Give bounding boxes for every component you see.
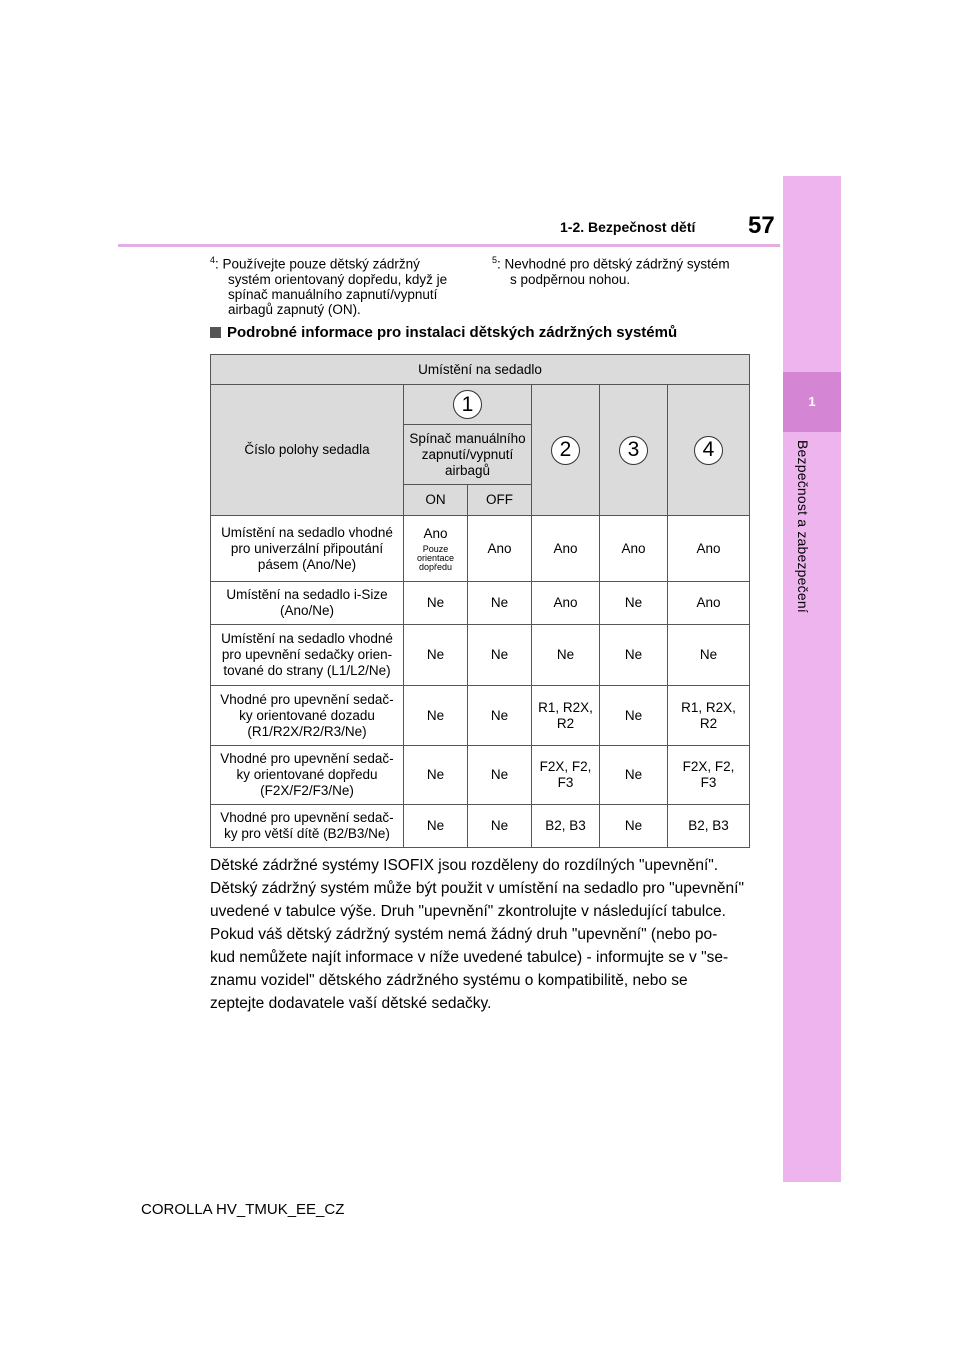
- footnote-4-line: airbagů zapnutý (ON).: [228, 301, 361, 317]
- side-tab: [783, 176, 841, 1182]
- table-cell: Ano: [668, 582, 750, 625]
- table-cell: Ano: [468, 516, 532, 582]
- table-cell: Ne: [404, 746, 468, 805]
- seat-number-4: 4: [694, 436, 723, 465]
- table-cell: Ne: [532, 625, 600, 686]
- row-label: [211, 625, 404, 686]
- footnote-4-line: spínač manuálního zapnutí/vypnutí: [228, 286, 438, 302]
- footnote-4-line: systém orientovaný dopředu, když je: [228, 271, 448, 287]
- table-cell: Ne: [668, 625, 750, 686]
- table-cell: B2, B3: [532, 805, 600, 848]
- section-title: 1-2. Bezpečnost dětí: [560, 219, 696, 235]
- section-heading: [210, 324, 677, 341]
- row-label-line: Umístění na sedadlo vhodné: [221, 631, 393, 646]
- row-label: [211, 686, 404, 746]
- footnote-5-line: Nevhodné pro dětský zádržný systém: [504, 256, 730, 272]
- square-bullet-icon: [210, 327, 221, 338]
- seat-4-header: [668, 385, 750, 516]
- cell-value-line: R1, R2X,: [681, 699, 736, 715]
- seat-2-header: [532, 385, 600, 516]
- table-cell: [668, 686, 750, 746]
- table-cell: Ne: [404, 582, 468, 625]
- row-label-line: (Ano/Ne): [279, 603, 335, 618]
- table-title: Umístění na sedadlo: [211, 355, 750, 385]
- off-header: OFF: [468, 485, 532, 516]
- table-cell: Ne: [600, 582, 668, 625]
- table-cell: B2, B3: [668, 805, 750, 848]
- row-label-line: Vhodné pro upevnění sedač-: [220, 751, 394, 766]
- row-label-line: Umístění na sedadlo i-Size: [226, 587, 388, 602]
- cell-value-line: R2: [556, 715, 575, 731]
- cell-value-line: R2: [699, 715, 718, 731]
- body-line: uvedené v tabulce výše. Druh "upevnění" zkontrolujte v následující tabulce.: [210, 903, 726, 920]
- body-line: Dětské zádržné systémy ISOFIX jsou rozděleny do rozdílných "upevnění".: [210, 857, 719, 874]
- table-cell: Ano: [600, 516, 668, 582]
- row-label: [211, 516, 404, 582]
- header-rule: [118, 244, 780, 247]
- seat-number-1: 1: [453, 390, 482, 419]
- on-header: ON: [404, 485, 468, 516]
- table-cell: [404, 516, 468, 582]
- table-cell: Ano: [532, 582, 600, 625]
- table-cell: Ano: [668, 516, 750, 582]
- row-label-line: Umístění na sedadlo vhodné: [221, 524, 393, 540]
- section-heading-text: Podrobné informace pro instalaci dětských zádržných systémů: [227, 324, 678, 341]
- row-label-line: (R1/R2X/R2/R3/Ne): [247, 723, 367, 739]
- row-label-line: pro univerzální připoutání: [230, 540, 384, 556]
- body-line: zeptejte dodavatele vaší dětské sedačky.: [210, 995, 492, 1012]
- chapter-number-tab: 1: [783, 372, 841, 432]
- seat-3-header: [600, 385, 668, 516]
- page-number: 57: [748, 212, 775, 239]
- row-label-line: ky orientované dopředu: [236, 767, 378, 782]
- seat-position-label: Číslo polohy sedadla: [211, 385, 404, 516]
- table-cell: Ne: [468, 805, 532, 848]
- body-line: znamu vozidel" dětského zádržného systému o kompatibilitě, nebo se: [210, 972, 688, 989]
- row-label-line: pásem (Ano/Ne): [257, 556, 357, 572]
- airbag-switch-line: Spínač manuálního: [409, 430, 526, 446]
- row-label-line: (F2X/F2/F3/Ne): [260, 783, 354, 798]
- table-cell: [532, 686, 600, 746]
- footnote-5: $^5$: Nevhodné pro dětský zádržný systém s podpěrnou nohou.: [492, 253, 762, 287]
- airbag-switch-line: airbagů: [444, 462, 491, 478]
- table-cell: Ne: [468, 686, 532, 746]
- cell-value-line: F3: [557, 775, 574, 790]
- seat-number-3: 3: [619, 436, 648, 465]
- row-label: [211, 582, 404, 625]
- cell-value: Ano: [423, 525, 448, 541]
- table-cell: [668, 746, 750, 805]
- row-label-line: ky pro větší dítě (B2/B3/Ne): [224, 826, 390, 841]
- cell-value-line: F2X, F2,: [539, 759, 592, 774]
- airbag-switch-header: [404, 425, 532, 485]
- footnote-5-line: s podpěrnou nohou.: [510, 271, 631, 287]
- row-label-line: ky orientované dozadu: [239, 707, 375, 723]
- row-label-line: Vhodné pro upevnění sedač-: [220, 691, 394, 707]
- cell-value-line: R1, R2X,: [538, 699, 593, 715]
- table-cell: Ne: [404, 686, 468, 746]
- table-cell: Ne: [468, 746, 532, 805]
- row-label: [211, 746, 404, 805]
- table-cell: [532, 746, 600, 805]
- table-cell: Ne: [600, 686, 668, 746]
- footnote-4: $^4$: Používejte pouze dětský zádržný systém orientovaný dopředu, když je spínač manuálního zapnutí/vypnutí airbagů zapnutý (ON).: [210, 253, 480, 317]
- cell-value-line: F3: [700, 775, 717, 790]
- cell-note-line: orientace: [416, 552, 455, 563]
- body-line: Dětský zádržný systém může být použit v umístění na sedadlo pro "upevnění": [210, 880, 744, 897]
- table-cell: Ano: [532, 516, 600, 582]
- body-line: kud nemůžete najít informace v níže uvedené tabulce) - informujte se v "se-: [210, 949, 729, 966]
- seat-1-header: [404, 385, 532, 425]
- body-paragraph: [210, 854, 762, 1015]
- seat-number-2: 2: [551, 436, 580, 465]
- chapter-title: Bezpečnost a zabezpečení: [795, 440, 811, 613]
- row-label: [211, 805, 404, 848]
- table-cell: Ne: [404, 625, 468, 686]
- table-cell: Ne: [468, 582, 532, 625]
- table-cell: Ne: [600, 746, 668, 805]
- table-cell: Ne: [600, 625, 668, 686]
- cell-note-line: Pouze: [422, 543, 449, 554]
- footer-document-code: COROLLA HV_TMUK_EE_CZ: [141, 1201, 345, 1218]
- footnote-4-mark: 4: [210, 255, 216, 265]
- airbag-switch-line: zapnutí/vypnutí: [421, 446, 514, 462]
- body-line: Pokud váš dětský zádržný systém nemá žádný druh "upevnění" (nebo po-: [210, 926, 718, 943]
- row-label-line: pro upevnění sedačky orien-: [221, 647, 393, 662]
- footnote-4-line: Používejte pouze dětský zádržný: [222, 256, 420, 272]
- cell-value-line: F2X, F2,: [682, 759, 735, 774]
- seat-position-table: [210, 354, 750, 848]
- cell-note-line: dopředu: [418, 561, 453, 572]
- row-label-line: Vhodné pro upevnění sedač-: [220, 810, 394, 825]
- table-cell: Ne: [600, 805, 668, 848]
- table-cell: Ne: [468, 625, 532, 686]
- footnote-5-mark: 5: [492, 255, 498, 265]
- table-cell: Ne: [404, 805, 468, 848]
- row-label-line: tované do strany (L1/L2/Ne): [223, 663, 391, 678]
